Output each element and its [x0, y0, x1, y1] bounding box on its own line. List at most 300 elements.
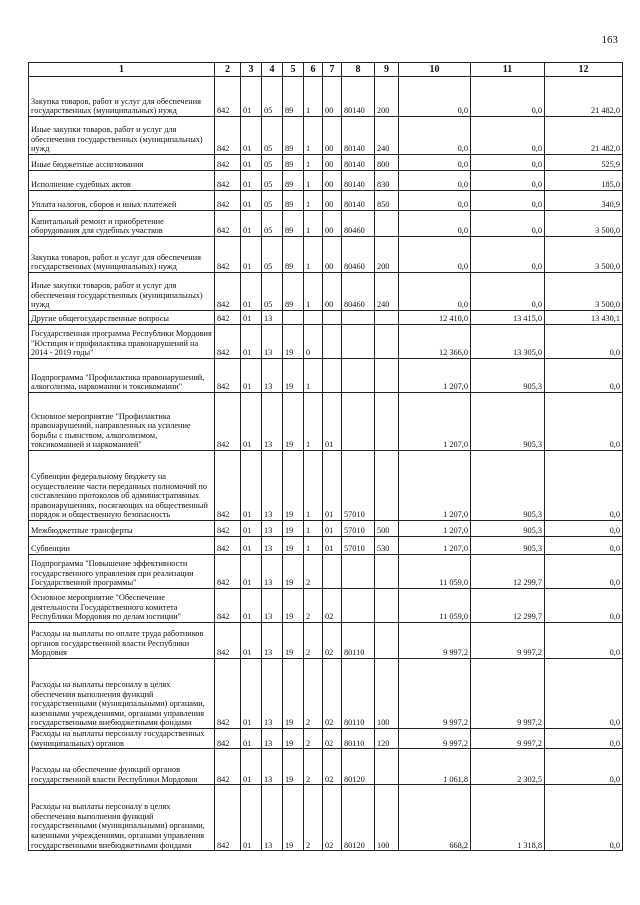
table-row: [29, 273, 623, 311]
row-value-cell: 89: [283, 273, 304, 311]
row-value-cell: 905,3: [471, 359, 545, 393]
row-value-cell: 3 500,0: [545, 211, 623, 237]
row-value-cell: 13 415,0: [471, 311, 545, 325]
row-value-cell: 19: [283, 359, 304, 393]
row-name-cell: Субвенции: [29, 537, 215, 555]
row-value-cell: 842: [215, 237, 241, 273]
row-value-cell: [375, 211, 399, 237]
row-value-cell: 11 059,0: [399, 589, 471, 623]
row-value-cell: 13: [262, 659, 283, 729]
table-row: [29, 211, 623, 237]
row-value-cell: 01: [241, 211, 262, 237]
row-value-cell: 0,0: [545, 589, 623, 623]
row-value-cell: 19: [283, 785, 304, 851]
row-value-cell: 00: [323, 117, 342, 155]
row-name-cell: Субвенции федеральному бюджету на осуществление части переданных полномочий по составлению протоколов об административных правонарушениях, посягающих на общественный порядок и общественную безопасность: [29, 451, 215, 521]
row-value-cell: 842: [215, 555, 241, 589]
row-value-cell: 13 305,0: [471, 325, 545, 359]
table-row: [29, 191, 623, 211]
row-value-cell: 19: [283, 537, 304, 555]
row-value-cell: 89: [283, 237, 304, 273]
row-value-cell: 19: [283, 623, 304, 659]
row-value-cell: 00: [323, 155, 342, 171]
table-header-row: [29, 63, 623, 77]
row-value-cell: 9 997,2: [399, 659, 471, 729]
row-value-cell: 19: [283, 589, 304, 623]
row-value-cell: [375, 311, 399, 325]
row-value-cell: 01: [241, 451, 262, 521]
row-value-cell: 19: [283, 749, 304, 785]
row-value-cell: 0,0: [471, 171, 545, 191]
table-row: [29, 555, 623, 589]
row-value-cell: 01: [241, 191, 262, 211]
row-value-cell: 842: [215, 749, 241, 785]
table-row: [29, 77, 623, 117]
row-value-cell: 185,0: [545, 171, 623, 191]
row-value-cell: 0,0: [545, 359, 623, 393]
row-value-cell: 2: [304, 729, 323, 749]
row-name-cell: Расходы на обеспечение функций органов государственной власти Республики Мордовия: [29, 749, 215, 785]
row-value-cell: 19: [283, 325, 304, 359]
row-value-cell: 01: [241, 171, 262, 191]
row-value-cell: 05: [262, 155, 283, 171]
row-value-cell: 842: [215, 171, 241, 191]
row-value-cell: 1 207,0: [399, 359, 471, 393]
row-value-cell: 02: [323, 659, 342, 729]
row-value-cell: 80460: [342, 211, 375, 237]
row-value-cell: 1 207,0: [399, 521, 471, 537]
row-name-cell: Расходы на выплаты персоналу в целях обеспечения выполнения функций государственными (муниципальными) органами, казенными учреждениями, органами управления государственными внебюджетными фондами: [29, 659, 215, 729]
row-value-cell: 0,0: [471, 77, 545, 117]
row-name-cell: Иные закупки товаров, работ и услуг для обеспечения государственных (муниципальных) нужд: [29, 117, 215, 155]
row-value-cell: [323, 359, 342, 393]
row-value-cell: 01: [241, 237, 262, 273]
row-value-cell: 905,3: [471, 521, 545, 537]
row-value-cell: 525,9: [545, 155, 623, 171]
table-row: [29, 171, 623, 191]
row-value-cell: 0,0: [545, 325, 623, 359]
row-value-cell: 00: [323, 77, 342, 117]
table-row: [29, 729, 623, 749]
row-value-cell: 21 482,0: [545, 117, 623, 155]
row-value-cell: 80460: [342, 273, 375, 311]
row-value-cell: 0,0: [545, 749, 623, 785]
row-value-cell: 2: [304, 623, 323, 659]
row-value-cell: 12 299,7: [471, 555, 545, 589]
row-value-cell: [375, 749, 399, 785]
column-header: 10: [399, 63, 471, 77]
row-value-cell: 2: [304, 555, 323, 589]
row-value-cell: 13: [262, 359, 283, 393]
row-value-cell: [342, 325, 375, 359]
row-value-cell: 01: [323, 521, 342, 537]
row-value-cell: 11 059,0: [399, 555, 471, 589]
row-value-cell: [375, 451, 399, 521]
row-value-cell: 02: [323, 785, 342, 851]
row-value-cell: 842: [215, 785, 241, 851]
row-value-cell: [323, 311, 342, 325]
row-value-cell: 0,0: [471, 191, 545, 211]
row-value-cell: 100: [375, 659, 399, 729]
row-value-cell: 905,3: [471, 451, 545, 521]
row-value-cell: 0,0: [399, 211, 471, 237]
row-value-cell: 500: [375, 521, 399, 537]
row-name-cell: Подпрограмма "Повышение эффективности государственного управления при реализации Государственной программы": [29, 555, 215, 589]
row-value-cell: 842: [215, 521, 241, 537]
column-header: 6: [304, 63, 323, 77]
row-value-cell: 13: [262, 325, 283, 359]
row-value-cell: 12 299,7: [471, 589, 545, 623]
row-value-cell: 842: [215, 117, 241, 155]
row-value-cell: 00: [323, 273, 342, 311]
row-value-cell: 850: [375, 191, 399, 211]
row-name-cell: Подпрограмма "Профилактика правонарушений, алкоголизма, наркомании и токсикомании": [29, 359, 215, 393]
row-value-cell: 05: [262, 191, 283, 211]
row-value-cell: 842: [215, 537, 241, 555]
row-value-cell: 80120: [342, 749, 375, 785]
row-value-cell: 0,0: [471, 211, 545, 237]
row-value-cell: 05: [262, 117, 283, 155]
row-value-cell: 00: [323, 191, 342, 211]
row-value-cell: 19: [283, 729, 304, 749]
row-value-cell: 842: [215, 211, 241, 237]
row-name-cell: Уплата налогов, сборов и иных платежей: [29, 191, 215, 211]
row-value-cell: 80460: [342, 237, 375, 273]
row-name-cell: Другие общегосударственные вопросы: [29, 311, 215, 325]
column-header: 3: [241, 63, 262, 77]
row-value-cell: 842: [215, 451, 241, 521]
row-value-cell: 668,2: [399, 785, 471, 851]
column-header: 7: [323, 63, 342, 77]
row-value-cell: 0,0: [471, 273, 545, 311]
budget-table: [28, 62, 623, 851]
row-value-cell: 13: [262, 451, 283, 521]
row-value-cell: 1: [304, 211, 323, 237]
row-value-cell: 1 207,0: [399, 537, 471, 555]
row-value-cell: 0: [304, 325, 323, 359]
row-value-cell: 842: [215, 393, 241, 451]
row-value-cell: 0,0: [545, 729, 623, 749]
row-value-cell: 0,0: [399, 171, 471, 191]
row-value-cell: 01: [241, 117, 262, 155]
row-value-cell: 89: [283, 117, 304, 155]
row-value-cell: 1: [304, 155, 323, 171]
row-value-cell: 01: [323, 451, 342, 521]
column-header: 5: [283, 63, 304, 77]
row-name-cell: Основное мероприятие "Профилактика правонарушений, направленных на усиление борьбы с пьянством, алкоголизмом, токсикоманией и наркоманией": [29, 393, 215, 451]
row-value-cell: 01: [241, 659, 262, 729]
table-row: [29, 117, 623, 155]
row-value-cell: 0,0: [545, 785, 623, 851]
row-value-cell: 2: [304, 589, 323, 623]
row-value-cell: 2: [304, 785, 323, 851]
row-name-cell: Капитальный ремонт и приобретение оборудования для судебных участков: [29, 211, 215, 237]
row-value-cell: 1 207,0: [399, 393, 471, 451]
row-value-cell: 02: [323, 729, 342, 749]
row-value-cell: 02: [323, 589, 342, 623]
row-value-cell: 800: [375, 155, 399, 171]
table-row: [29, 359, 623, 393]
row-value-cell: 842: [215, 325, 241, 359]
row-value-cell: 80140: [342, 171, 375, 191]
row-value-cell: [342, 589, 375, 623]
row-name-cell: Государственная программа Республики Мордовия "Юстиция и профилактика правонарушений на 2014 - 2019 годы": [29, 325, 215, 359]
row-value-cell: 57010: [342, 537, 375, 555]
row-value-cell: 01: [241, 589, 262, 623]
row-value-cell: 200: [375, 77, 399, 117]
row-value-cell: 1 318,8: [471, 785, 545, 851]
row-value-cell: 100: [375, 785, 399, 851]
row-value-cell: [342, 555, 375, 589]
column-header: 12: [545, 63, 623, 77]
table-row: [29, 623, 623, 659]
row-value-cell: 842: [215, 359, 241, 393]
row-value-cell: 0,0: [545, 555, 623, 589]
row-value-cell: 340,9: [545, 191, 623, 211]
row-name-cell: Основное мероприятие "Обеспечение деятельности Государственного комитета Республики Мордовия по делам юстиции": [29, 589, 215, 623]
row-value-cell: 19: [283, 659, 304, 729]
row-value-cell: [375, 555, 399, 589]
row-value-cell: 0,0: [399, 117, 471, 155]
row-value-cell: 842: [215, 659, 241, 729]
table-row: [29, 659, 623, 729]
row-value-cell: 13: [262, 537, 283, 555]
row-value-cell: 00: [323, 237, 342, 273]
row-value-cell: [323, 555, 342, 589]
row-value-cell: 9 997,2: [471, 623, 545, 659]
row-value-cell: 1: [304, 273, 323, 311]
row-value-cell: 80110: [342, 659, 375, 729]
row-value-cell: 12 410,0: [399, 311, 471, 325]
row-value-cell: 80140: [342, 117, 375, 155]
page-number: 163: [601, 34, 618, 46]
row-value-cell: 13: [262, 521, 283, 537]
row-value-cell: 120: [375, 729, 399, 749]
row-value-cell: 13: [262, 589, 283, 623]
row-value-cell: [375, 623, 399, 659]
row-value-cell: 842: [215, 191, 241, 211]
table-row: [29, 785, 623, 851]
row-value-cell: 905,3: [471, 537, 545, 555]
row-value-cell: 00: [323, 171, 342, 191]
row-value-cell: 0,0: [399, 191, 471, 211]
row-value-cell: 0,0: [471, 237, 545, 273]
row-value-cell: 1: [304, 171, 323, 191]
row-name-cell: Исполнение судебных актов: [29, 171, 215, 191]
table-row: [29, 393, 623, 451]
row-value-cell: 2: [304, 749, 323, 785]
row-value-cell: 0,0: [471, 117, 545, 155]
row-value-cell: 0,0: [545, 521, 623, 537]
row-value-cell: 0,0: [545, 659, 623, 729]
row-value-cell: [304, 311, 323, 325]
row-value-cell: 1: [304, 191, 323, 211]
row-value-cell: 13: [262, 555, 283, 589]
column-header: 4: [262, 63, 283, 77]
row-value-cell: 01: [241, 393, 262, 451]
table-row: [29, 749, 623, 785]
column-header: 11: [471, 63, 545, 77]
row-value-cell: 21 482,0: [545, 77, 623, 117]
row-value-cell: 2: [304, 659, 323, 729]
row-value-cell: 01: [241, 785, 262, 851]
row-name-cell: Расходы на выплаты персоналу в целях обеспечения выполнения функций государственными (муниципальными) органами, казенными учреждениями, органами управления государственными внебюджетными фондами: [29, 785, 215, 851]
row-value-cell: 9 997,2: [399, 623, 471, 659]
row-value-cell: 13: [262, 623, 283, 659]
row-value-cell: 1 061,8: [399, 749, 471, 785]
row-value-cell: 01: [241, 521, 262, 537]
row-value-cell: [342, 393, 375, 451]
row-value-cell: 842: [215, 623, 241, 659]
row-value-cell: 0,0: [399, 77, 471, 117]
column-header: 1: [29, 63, 215, 77]
row-value-cell: 05: [262, 171, 283, 191]
row-value-cell: 01: [241, 359, 262, 393]
row-value-cell: 530: [375, 537, 399, 555]
row-value-cell: 1: [304, 393, 323, 451]
row-value-cell: [323, 325, 342, 359]
row-value-cell: 80110: [342, 623, 375, 659]
table-row: [29, 521, 623, 537]
table-row: [29, 325, 623, 359]
row-value-cell: 9 997,2: [471, 659, 545, 729]
row-value-cell: 0,0: [545, 623, 623, 659]
row-value-cell: 00: [323, 211, 342, 237]
row-value-cell: 13: [262, 729, 283, 749]
column-header: 8: [342, 63, 375, 77]
row-value-cell: 19: [283, 393, 304, 451]
row-value-cell: 01: [241, 537, 262, 555]
row-value-cell: 89: [283, 191, 304, 211]
row-value-cell: 240: [375, 117, 399, 155]
row-value-cell: [342, 359, 375, 393]
row-value-cell: 19: [283, 521, 304, 537]
row-value-cell: 13: [262, 785, 283, 851]
row-value-cell: 01: [241, 325, 262, 359]
row-value-cell: 89: [283, 155, 304, 171]
row-value-cell: 01: [241, 311, 262, 325]
row-value-cell: 1: [304, 359, 323, 393]
column-header: 2: [215, 63, 241, 77]
row-value-cell: 12 366,0: [399, 325, 471, 359]
row-value-cell: 0,0: [545, 393, 623, 451]
row-value-cell: 0,0: [399, 273, 471, 311]
row-value-cell: 842: [215, 155, 241, 171]
row-name-cell: Расходы на выплаты персоналу государственных (муниципальных) органов: [29, 729, 215, 749]
column-header: 9: [375, 63, 399, 77]
row-value-cell: 13 430,1: [545, 311, 623, 325]
row-value-cell: 1: [304, 77, 323, 117]
row-value-cell: 80140: [342, 155, 375, 171]
row-value-cell: 80140: [342, 77, 375, 117]
row-value-cell: [375, 325, 399, 359]
row-value-cell: [375, 359, 399, 393]
row-value-cell: 01: [241, 77, 262, 117]
row-value-cell: 0,0: [399, 237, 471, 273]
row-value-cell: 0,0: [471, 155, 545, 171]
row-value-cell: 1: [304, 117, 323, 155]
row-value-cell: 80120: [342, 785, 375, 851]
row-value-cell: 57010: [342, 521, 375, 537]
row-value-cell: 19: [283, 555, 304, 589]
row-value-cell: 13: [262, 393, 283, 451]
row-name-cell: Закупка товаров, работ и услуг для обеспечения государственных (муниципальных) нужд: [29, 77, 215, 117]
row-value-cell: 13: [262, 311, 283, 325]
row-value-cell: 01: [241, 623, 262, 659]
row-value-cell: [375, 589, 399, 623]
row-value-cell: 02: [323, 623, 342, 659]
row-name-cell: Закупка товаров, работ и услуг для обеспечения государственных (муниципальных) нужд: [29, 237, 215, 273]
row-value-cell: 01: [241, 749, 262, 785]
row-value-cell: 842: [215, 729, 241, 749]
row-value-cell: [375, 393, 399, 451]
row-value-cell: 02: [323, 749, 342, 785]
row-value-cell: 1: [304, 237, 323, 273]
row-value-cell: 01: [323, 537, 342, 555]
row-value-cell: 05: [262, 211, 283, 237]
row-name-cell: Межбюджетные трансферты: [29, 521, 215, 537]
row-value-cell: 240: [375, 273, 399, 311]
row-value-cell: 842: [215, 589, 241, 623]
row-value-cell: 05: [262, 77, 283, 117]
row-value-cell: 830: [375, 171, 399, 191]
table-row: [29, 311, 623, 325]
row-value-cell: 89: [283, 171, 304, 191]
row-value-cell: 01: [241, 555, 262, 589]
row-value-cell: 1: [304, 537, 323, 555]
row-value-cell: [342, 311, 375, 325]
row-value-cell: 89: [283, 211, 304, 237]
row-name-cell: Расходы на выплаты по оплате труда работников органов государственной власти Республики Мордовия: [29, 623, 215, 659]
row-value-cell: 1: [304, 451, 323, 521]
row-value-cell: 80140: [342, 191, 375, 211]
table-row: [29, 155, 623, 171]
row-value-cell: 842: [215, 273, 241, 311]
row-value-cell: 842: [215, 311, 241, 325]
row-value-cell: 842: [215, 77, 241, 117]
row-value-cell: 05: [262, 273, 283, 311]
row-value-cell: 01: [241, 273, 262, 311]
row-name-cell: Иные закупки товаров, работ и услуг для обеспечения государственных (муниципальных) нужд: [29, 273, 215, 311]
row-value-cell: 57010: [342, 451, 375, 521]
row-value-cell: 200: [375, 237, 399, 273]
row-value-cell: 01: [323, 393, 342, 451]
row-value-cell: 01: [241, 729, 262, 749]
row-value-cell: 0,0: [545, 451, 623, 521]
row-value-cell: 01: [241, 155, 262, 171]
table-row: [29, 451, 623, 521]
row-value-cell: [283, 311, 304, 325]
row-value-cell: 80110: [342, 729, 375, 749]
row-value-cell: 05: [262, 237, 283, 273]
row-value-cell: 13: [262, 749, 283, 785]
row-value-cell: 89: [283, 77, 304, 117]
row-value-cell: 9 997,2: [471, 729, 545, 749]
row-value-cell: 1: [304, 521, 323, 537]
row-value-cell: 0,0: [399, 155, 471, 171]
row-value-cell: 3 500,0: [545, 273, 623, 311]
row-value-cell: 3 500,0: [545, 237, 623, 273]
row-value-cell: 2 302,5: [471, 749, 545, 785]
table-row: [29, 237, 623, 273]
table-row: [29, 589, 623, 623]
row-value-cell: 19: [283, 451, 304, 521]
row-value-cell: 9 997,2: [399, 729, 471, 749]
row-value-cell: 905,3: [471, 393, 545, 451]
row-value-cell: 1 207,0: [399, 451, 471, 521]
row-name-cell: Иные бюджетные ассигнования: [29, 155, 215, 171]
table-row: [29, 537, 623, 555]
